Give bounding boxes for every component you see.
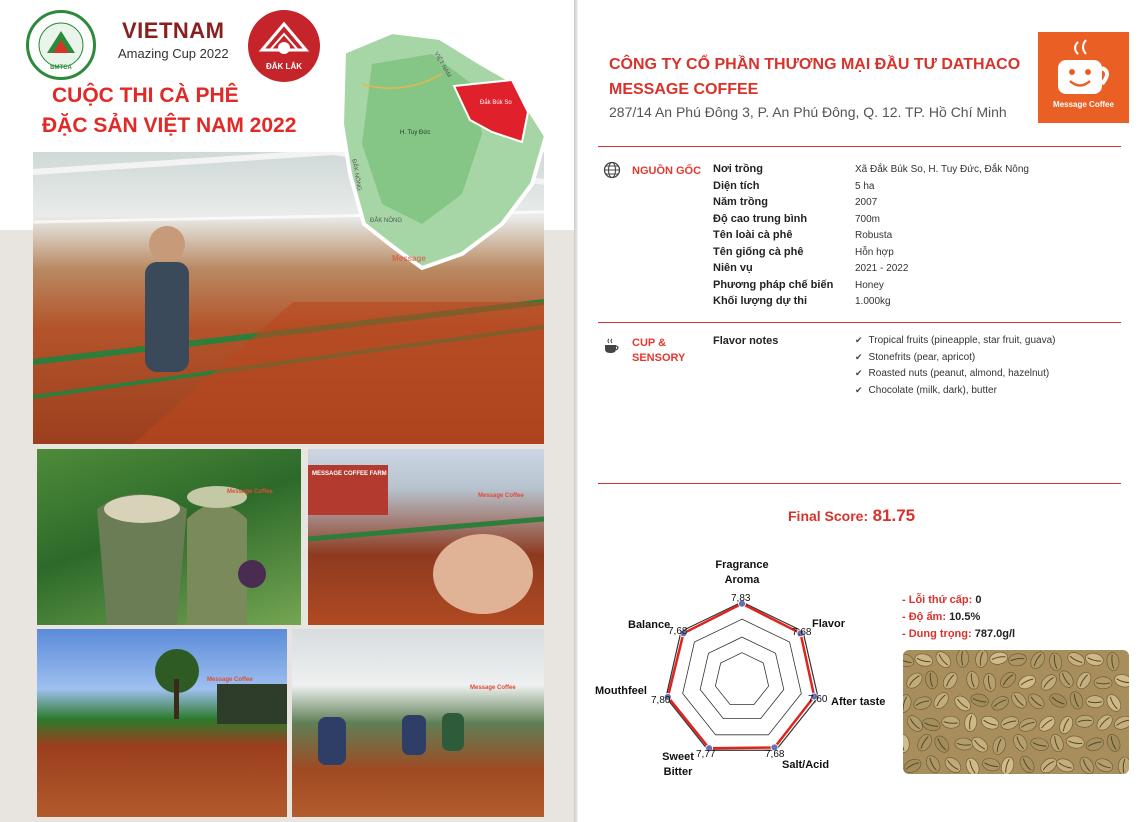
flavor-note-text: Stonefrits (pear, apricot) [868, 351, 976, 363]
radar-grid-ring [715, 653, 768, 705]
coffee-bean [954, 737, 973, 751]
final-score-label: Final Score: [788, 508, 869, 524]
map-highlight-label: Đắk Búk So [480, 100, 512, 106]
company-name: CÔNG TY CỔ PHẦN THƯƠNG MẠI ĐẦU TƯ DATHACO [609, 56, 1021, 73]
stat-value: 10.5% [949, 611, 981, 623]
radar-label-fragrance [700, 558, 784, 588]
radar-label-sweet-bitter [655, 750, 701, 780]
stat-value: 787.0g/l [974, 628, 1016, 640]
coffee-bean [1094, 712, 1115, 733]
coffee-bean [932, 733, 952, 755]
coffee-bean [1054, 756, 1075, 774]
origin-row [713, 180, 1113, 196]
coffee-bean [1017, 754, 1037, 774]
origin-value: Robusta [855, 230, 893, 241]
farm-sign-text: MESSAGE COFFEE FARM [312, 471, 387, 477]
coffee-bean [1026, 691, 1047, 712]
bmtca-logo-text: BMTCA [50, 65, 72, 71]
coffee-bean [1106, 652, 1120, 671]
flavor-notes-key: Flavor notes [713, 335, 779, 347]
coffee-bean [1009, 689, 1030, 711]
stat-value: 0 [975, 594, 982, 606]
farm-drying-beans-photo [308, 449, 544, 625]
radar-value-sweet: 7,77 [696, 749, 716, 760]
coffee-bean [1048, 733, 1065, 754]
coffee-bean [965, 670, 980, 690]
contest-title-line1: CUỘC THI CÀ PHÊ [52, 84, 239, 107]
coffee-bean [1113, 673, 1129, 689]
coffee-bean [924, 670, 939, 690]
origin-value: 700m [855, 213, 881, 225]
radar-grid-ring [700, 637, 784, 719]
flavor-note-text: Chocolate (milk, dark), butter [868, 384, 997, 396]
coffee-bean [956, 650, 968, 667]
coffee-bean [989, 651, 1009, 666]
flavor-note [855, 368, 1049, 379]
map-watermark: Message [392, 254, 426, 263]
origin-key: Độ cao trung bình [713, 212, 808, 225]
coffee-bean [1016, 673, 1037, 692]
map-district-label: H. Tuy Đức [400, 130, 431, 136]
origin-key: Diện tích [713, 179, 760, 192]
daklak-logo-text: ĐẮK LẮK [266, 62, 302, 71]
page-spine [574, 0, 578, 822]
daklak-logo [248, 10, 320, 82]
radar-label-fragrance-2: Aroma [724, 574, 760, 586]
contest-title-line2: ĐẶC SẢN VIỆT NAM 2022 [42, 114, 297, 137]
coffee-bean [942, 755, 963, 774]
origin-value: Xã Đắk Búk So, H. Tuy Đức, Đắk Nông [855, 164, 1029, 175]
origin-key: Tên giống cà phê [713, 245, 804, 258]
coffee-bean [915, 732, 935, 754]
origin-value: 5 ha [855, 180, 875, 192]
cup-section-label-2: SENSORY [632, 352, 686, 364]
farmers-coffee-photo [37, 449, 301, 625]
radar-label-mouthfeel: Mouthfeel [595, 685, 647, 697]
coffee-bean [999, 715, 1020, 732]
coffee-bean [1038, 672, 1059, 693]
coffee-bean [964, 756, 982, 774]
coffee-bean [1084, 736, 1105, 753]
radar-label-fragrance-1: Fragrance [715, 559, 769, 571]
coffee-bean [921, 717, 941, 733]
coffee-bean [1008, 653, 1027, 667]
coffee-bean [1084, 651, 1104, 667]
radar-grid-ring [683, 619, 802, 735]
origin-row [713, 229, 1113, 245]
coffee-bean [1038, 755, 1060, 774]
coffee-bean [1094, 756, 1115, 774]
green-beans-photo [903, 650, 1129, 774]
origin-value: 2021 - 2022 [855, 263, 909, 274]
coffee-bean [1048, 652, 1063, 672]
origin-value: 2007 [855, 197, 878, 208]
origin-value: Hỗn hợp [855, 246, 894, 258]
coffee-bean [1065, 735, 1085, 750]
origin-row [713, 196, 1113, 212]
stat-row [902, 594, 981, 606]
location-map [332, 24, 564, 274]
radar-label-flavor: Flavor [812, 618, 846, 630]
origin-section-label: NGUỒN GỐC [632, 165, 702, 177]
field-drying-photo [37, 629, 287, 817]
origin-row [713, 295, 1113, 311]
origin-row [713, 246, 1113, 262]
check-icon: ✔ [855, 335, 863, 345]
final-score [788, 506, 915, 526]
coffee-bean [1057, 714, 1075, 735]
coffee-bean [982, 673, 997, 693]
origin-key: Khối lượng dự thi [713, 295, 808, 307]
origin-key: Phương pháp chế biến [713, 278, 834, 291]
coffee-bean [1056, 668, 1076, 690]
company-brand: MESSAGE COFFEE [609, 81, 759, 98]
coffee-bean [981, 757, 1001, 773]
coffee-bean [974, 650, 989, 669]
message-coffee-logo [1038, 32, 1129, 123]
flavor-note [855, 352, 975, 363]
coffee-cup-icon [603, 337, 621, 355]
coffee-bean [1017, 716, 1038, 734]
coffee-bean [1112, 714, 1129, 732]
coffee-bean [1068, 690, 1085, 711]
radar-value-flavor: 7,68 [792, 627, 812, 638]
coffee-bean [903, 756, 923, 774]
coffee-bean [1086, 696, 1104, 708]
divider-bottom [598, 483, 1121, 484]
coffee-bean [1029, 736, 1049, 752]
origin-row [713, 262, 1113, 278]
check-icon: ✔ [855, 384, 863, 395]
coffee-bean [1036, 713, 1058, 734]
globe-icon [603, 161, 621, 179]
coffee-bean [1074, 670, 1094, 692]
coffee-bean [1094, 677, 1112, 689]
company-address: 287/14 An Phú Đông 3, P. An Phú Đông, Q. 12. TP. Hồ Chí Minh [609, 104, 1007, 120]
coffee-bean [940, 670, 960, 692]
radar-value-salt-acid: 7,68 [765, 749, 785, 760]
coffee-bean [989, 694, 1011, 713]
radar-grid-ring [666, 602, 818, 750]
workers-greenhouse-photo [292, 629, 544, 817]
origin-value: 1.000kg [855, 296, 891, 307]
origin-row [713, 279, 1113, 295]
coffee-bean [903, 734, 910, 753]
divider-middle [598, 322, 1121, 323]
check-icon: ✔ [855, 351, 863, 362]
amazing-cup-subtitle: Amazing Cup 2022 [118, 46, 229, 61]
map-border-label: VIỆT NAM [432, 51, 452, 79]
coffee-bean [914, 652, 934, 668]
radar-label-aftertaste: After taste [831, 696, 886, 708]
coffee-bean [998, 669, 1019, 690]
stat-label: - Lỗi thứ cấp: [902, 594, 973, 606]
origin-key: Tên loài cà phê [713, 229, 793, 241]
origin-row [713, 213, 1113, 229]
check-icon: ✔ [855, 368, 863, 378]
photo-watermark-2: Message Coffee [478, 493, 524, 499]
coffee-bean [1118, 757, 1129, 774]
stat-row [902, 628, 1015, 640]
radar-label-balance: Balance [628, 619, 671, 631]
coffee-bean [924, 753, 943, 774]
origin-value: Honey [855, 279, 884, 291]
vietnam-title: VIETNAM [122, 18, 225, 43]
coffee-bean [931, 690, 951, 712]
radar-value-balance: 7,68 [668, 626, 688, 637]
coffee-bean [1028, 650, 1047, 671]
coffee-bean [1065, 650, 1086, 669]
coffee-bean [1105, 732, 1122, 753]
photo-watermark-1: Message Coffee [227, 489, 273, 495]
flavor-note-text: Tropical fruits (pineapple, star fruit, guava) [868, 335, 1056, 346]
flavor-note-text: Roasted nuts (peanut, almond, hazelnut) [868, 368, 1050, 379]
origin-row [713, 163, 1113, 179]
radar-label-salt-acid: Salt/Acid [782, 759, 830, 771]
origin-key: Niên vụ [713, 262, 753, 274]
coffee-bean [1011, 732, 1030, 754]
coffee-bean [969, 692, 989, 708]
radar-label-bitter: Bitter [663, 766, 693, 778]
coffee-bean [933, 650, 954, 670]
coffee-bean [999, 756, 1015, 774]
coffee-bean [912, 695, 933, 712]
coffee-bean [969, 734, 990, 755]
coffee-bean [991, 735, 1008, 756]
origin-key: Nơi trồng [713, 163, 763, 175]
radar-value-aftertaste: 7,60 [808, 694, 828, 705]
stat-label: - Độ ẩm: [902, 611, 946, 623]
coffee-bean [1104, 692, 1123, 714]
divider-top [598, 146, 1121, 147]
coffee-bean [964, 713, 978, 732]
coffee-bean [1075, 715, 1094, 729]
coffee-bean [904, 670, 925, 691]
coffee-bean [903, 652, 915, 669]
coffee-bean [903, 693, 913, 713]
origin-key: Năm trồng [713, 196, 768, 208]
flavor-note [855, 335, 1055, 346]
flavor-note [855, 385, 997, 396]
coffee-bean [1047, 691, 1069, 710]
bmtca-logo [26, 10, 96, 80]
radar-label-sweet: Sweet [662, 751, 694, 763]
photo-watermark-4: Message Coffee [470, 685, 516, 691]
map-dak-nong-label-2: ĐẮK NÔNG [370, 218, 403, 224]
coffee-bean [1077, 755, 1096, 774]
final-score-value: 81.75 [872, 506, 916, 525]
cup-section-label-1: CUP & [632, 337, 667, 349]
coffee-bean [980, 714, 1001, 732]
radar-value-mouthfeel: 7,80 [651, 695, 671, 706]
message-coffee-logo-text: Message Coffee [1053, 100, 1114, 109]
coffee-bean [941, 715, 960, 729]
coffee-bean [952, 693, 973, 714]
radar-value-fragrance: 7,83 [731, 593, 751, 604]
map-dak-nong-label-1: ĐẮK NÔNG [350, 158, 362, 192]
stat-row [902, 611, 980, 623]
stat-label: - Dung trọng: [902, 628, 972, 640]
photo-watermark-3: Message Coffee [207, 677, 253, 683]
